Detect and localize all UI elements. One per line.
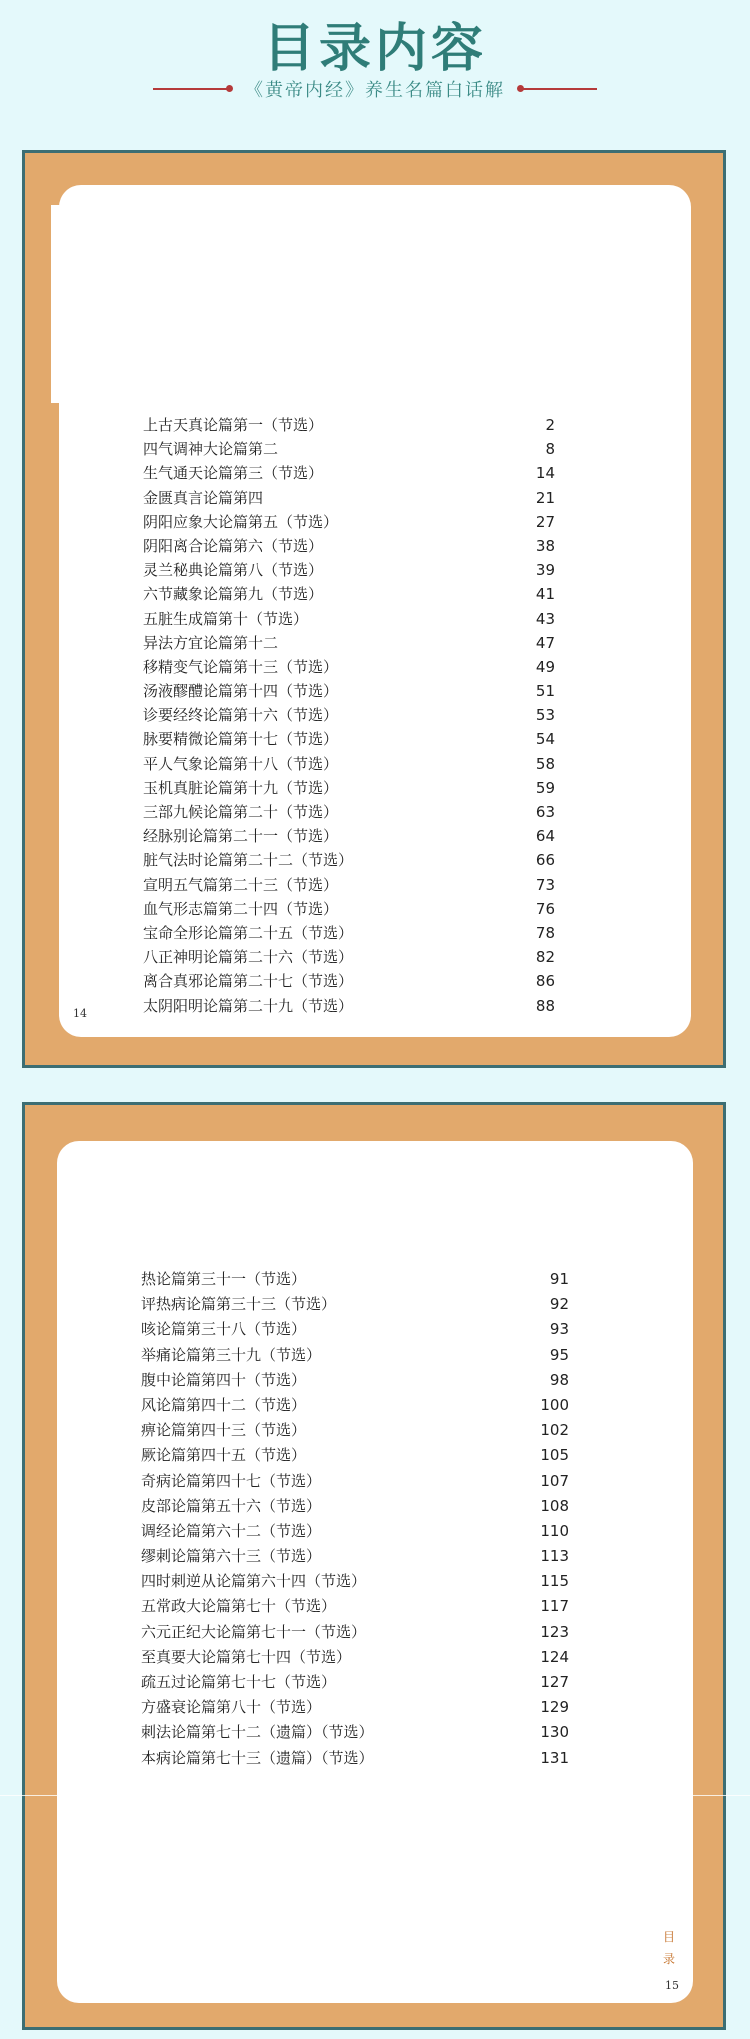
toc-entry-title: 诊要经终论篇第十六（节选） [143, 706, 339, 725]
toc-entry-page: 129 [540, 1698, 569, 1717]
toc-entry-title: 痹论篇第四十三（节选） [141, 1421, 307, 1440]
toc-entry-page: 93 [549, 1320, 569, 1339]
toc-entry-page: 38 [535, 536, 555, 555]
toc-entry-title: 宣明五气篇第二十三（节选） [143, 875, 339, 894]
header [0, 0, 750, 140]
toc-entry-page: 88 [535, 996, 555, 1015]
toc-entry-page: 53 [535, 706, 555, 725]
toc-entry-title: 汤液醪醴论篇第十四（节选） [143, 682, 339, 701]
toc-entry[interactable] [143, 631, 555, 655]
toc-entry-page: 82 [535, 948, 555, 967]
toc-entry-title: 本病论篇第七十三（遗篇）（节选） [141, 1748, 374, 1767]
toc-entry-title: 疏五过论篇第七十七（节选） [141, 1673, 337, 1691]
toc-entry[interactable] [143, 679, 555, 703]
page-number: 15 [665, 1979, 679, 1992]
toc-entry[interactable] [143, 800, 555, 824]
toc-entry-title: 宝命全形论篇第二十五（节选） [143, 923, 354, 942]
toc-entry-title: 灵兰秘典论篇第八（节选） [143, 561, 324, 580]
toc-entry-title: 皮部论篇第五十六（节选） [141, 1496, 322, 1515]
side-label-char: 录 [662, 1952, 675, 1966]
toc-entry[interactable] [141, 1695, 569, 1720]
toc-entry-title: 异法方宜论篇第十二 [143, 633, 279, 652]
toc-entry-page: 105 [540, 1446, 569, 1465]
left-divider [153, 88, 231, 90]
toc-entry-title: 阴阳离合论篇第六（节选） [143, 536, 324, 555]
toc-entry-title: 六元正纪大论篇第七十一（节选） [141, 1622, 367, 1641]
toc-entry-page: 66 [535, 851, 555, 870]
toc-entry-title: 五脏生成篇第十（节选） [143, 609, 309, 628]
toc-entry[interactable] [143, 607, 555, 631]
toc-entry-page: 108 [540, 1496, 569, 1515]
toc-entry-page: 113 [540, 1547, 569, 1566]
toc-entry-title: 四时刺逆从论篇第六十四（节选） [141, 1572, 367, 1591]
toc-entry-page: 123 [540, 1622, 569, 1641]
toc-entry-title: 四气调神大论篇第二 [143, 440, 279, 459]
toc-entry-title: 风论篇第四十二（节选） [141, 1395, 307, 1414]
toc-entry[interactable] [141, 1469, 569, 1494]
toc-entry[interactable] [143, 703, 555, 727]
toc-entry[interactable] [143, 534, 555, 558]
image-seam [0, 1795, 750, 1796]
toc-entry-page: 131 [540, 1748, 569, 1767]
toc-entry-page: 63 [535, 803, 555, 821]
toc-entry-page: 124 [540, 1647, 569, 1666]
toc-entry[interactable] [143, 921, 555, 945]
toc-entry-title: 血气形志篇第二十四（节选） [143, 899, 339, 918]
toc-entry-title: 五常政大论篇第七十（节选） [141, 1597, 337, 1616]
toc-entry-page: 47 [535, 633, 555, 652]
toc-entry[interactable] [143, 994, 555, 1018]
toc-entry-page: 98 [549, 1370, 569, 1389]
side-label-char: 目 [662, 1930, 675, 1944]
toc-entry-page: 100 [540, 1395, 569, 1414]
toc-entry-title: 腹中论篇第四十（节选） [141, 1370, 307, 1389]
toc-entry[interactable] [141, 1393, 569, 1418]
toc-entry[interactable] [141, 1620, 569, 1645]
toc-entry-title: 厥论篇第四十五（节选） [141, 1446, 307, 1465]
toc-entry-page: 51 [535, 682, 555, 701]
toc-entry-page: 91 [549, 1270, 569, 1288]
toc-entry-page: 115 [540, 1572, 569, 1591]
toc-entry-page: 64 [535, 827, 555, 846]
toc-entry-title: 上古天真论篇第一（节选） [143, 416, 324, 434]
toc-entry[interactable] [141, 1746, 569, 1771]
toc-entry-title: 八正神明论篇第二十六（节选） [143, 948, 354, 967]
toc-entry-page: 86 [535, 972, 555, 991]
toc-entry[interactable] [141, 1418, 569, 1443]
toc-entry-page: 49 [535, 657, 555, 676]
toc-entry-title: 经脉别论篇第二十一（节选） [143, 827, 339, 846]
toc-entry[interactable] [143, 824, 555, 848]
page-card [57, 1141, 693, 2003]
toc-entry-title: 举痛论篇第三十九（节选） [141, 1345, 322, 1364]
toc-entry-title: 平人气象论篇第十八（节选） [143, 754, 339, 773]
toc-entry[interactable] [141, 1368, 569, 1393]
toc-entry-page: 110 [540, 1521, 569, 1540]
toc-entry-page: 21 [535, 488, 555, 507]
toc-entry-title: 脉要精微论篇第十七（节选） [143, 730, 339, 749]
toc-entry-title: 脏气法时论篇第二十二（节选） [143, 851, 354, 870]
toc-entry-page: 76 [535, 899, 555, 918]
toc-entry-title: 缪刺论篇第六十三（节选） [141, 1547, 322, 1566]
toc-entry-page: 2 [545, 416, 555, 434]
toc-entry-title: 阴阳应象大论篇第五（节选） [143, 512, 339, 531]
toc-entry-page: 27 [535, 512, 555, 531]
toc-entry-page: 117 [540, 1597, 569, 1616]
toc-entry-title: 六节藏象论篇第九（节选） [143, 585, 324, 604]
toc-entry-title: 评热病论篇第三十三（节选） [141, 1295, 337, 1314]
toc-entry-page: 107 [540, 1471, 569, 1490]
toc-entry-title: 金匮真言论篇第四 [143, 488, 264, 507]
toc-entry[interactable] [141, 1544, 569, 1569]
toc-entry-page: 8 [545, 440, 555, 459]
toc-entry[interactable] [141, 1317, 569, 1342]
toc-entry[interactable] [141, 1494, 569, 1519]
toc-entry[interactable] [143, 655, 555, 679]
toc-entry-title: 方盛衰论篇第八十（节选） [141, 1698, 322, 1717]
toc-entry[interactable] [143, 437, 555, 461]
toc-entry-page: 43 [535, 609, 555, 628]
toc-entry-title: 玉机真脏论篇第十九（节选） [143, 778, 339, 797]
toc-entry-page: 95 [549, 1345, 569, 1364]
toc-entry[interactable] [143, 873, 555, 897]
toc-entry-page: 73 [535, 875, 555, 894]
toc-entry-title: 调经论篇第六十二（节选） [141, 1521, 322, 1540]
toc-list [141, 1267, 569, 1771]
page-tab [51, 205, 191, 403]
toc-entry-page: 78 [535, 923, 555, 942]
toc-entry-title: 三部九候论篇第二十（节选） [143, 803, 339, 821]
toc-entry[interactable] [143, 727, 555, 751]
page-title: 目录内容 [262, 19, 487, 79]
page-number: 14 [73, 1007, 87, 1020]
toc-entry[interactable] [143, 558, 555, 582]
toc-entry-page: 130 [540, 1723, 569, 1742]
toc-entry[interactable] [143, 776, 555, 800]
toc-entry-title: 刺法论篇第七十二（遗篇）（节选） [141, 1723, 374, 1742]
toc-entry-title: 热论篇第三十一（节选） [141, 1270, 307, 1288]
subtitle-row [0, 74, 750, 104]
toc-entry-title: 生气通天论篇第三（节选） [143, 464, 324, 483]
toc-entry-page: 58 [535, 754, 555, 773]
toc-entry[interactable] [143, 413, 555, 437]
toc-entry-title: 太阴阳明论篇第二十九（节选） [143, 996, 354, 1015]
side-label [663, 1926, 675, 1970]
toc-entry-page: 41 [535, 585, 555, 604]
toc-entry[interactable] [143, 848, 555, 872]
toc-entry[interactable] [141, 1267, 569, 1292]
toc-entry[interactable] [141, 1569, 569, 1594]
toc-entry-title: 离合真邪论篇第二十七（节选） [143, 972, 354, 991]
toc-entry[interactable] [143, 969, 555, 993]
toc-entry[interactable] [143, 510, 555, 534]
toc-entry[interactable] [141, 1519, 569, 1544]
toc-entry[interactable] [143, 752, 555, 776]
toc-entry-page: 92 [549, 1295, 569, 1314]
toc-entry[interactable] [141, 1720, 569, 1745]
subtitle: 《黄帝内经》养生名篇白话解 [245, 80, 505, 101]
toc-entry[interactable] [141, 1343, 569, 1368]
toc-entry[interactable] [141, 1443, 569, 1468]
toc-entry-page: 39 [535, 561, 555, 580]
toc-entry[interactable] [143, 461, 555, 485]
toc-entry[interactable] [141, 1645, 569, 1670]
toc-entry[interactable] [141, 1292, 569, 1317]
toc-entry-title: 移精变气论篇第十三（节选） [143, 657, 339, 676]
toc-entry[interactable] [141, 1670, 569, 1695]
toc-entry-title: 奇病论篇第四十七（节选） [141, 1471, 322, 1490]
toc-list [143, 413, 555, 1018]
toc-entry-page: 54 [535, 730, 555, 749]
toc-entry-page: 102 [540, 1421, 569, 1440]
toc-entry-page: 14 [535, 464, 555, 483]
toc-entry[interactable] [143, 945, 555, 969]
toc-entry-title: 至真要大论篇第七十四（节选） [141, 1647, 352, 1666]
toc-entry-page: 59 [535, 778, 555, 797]
toc-entry[interactable] [141, 1594, 569, 1619]
book-page-right [22, 1102, 726, 2030]
toc-entry-page: 127 [540, 1673, 569, 1691]
toc-entry[interactable] [143, 486, 555, 510]
toc-entry-title: 咳论篇第三十八（节选） [141, 1320, 307, 1339]
book-page-left [22, 150, 726, 1068]
toc-entry[interactable] [143, 897, 555, 921]
toc-entry[interactable] [143, 582, 555, 606]
right-divider [519, 88, 597, 90]
